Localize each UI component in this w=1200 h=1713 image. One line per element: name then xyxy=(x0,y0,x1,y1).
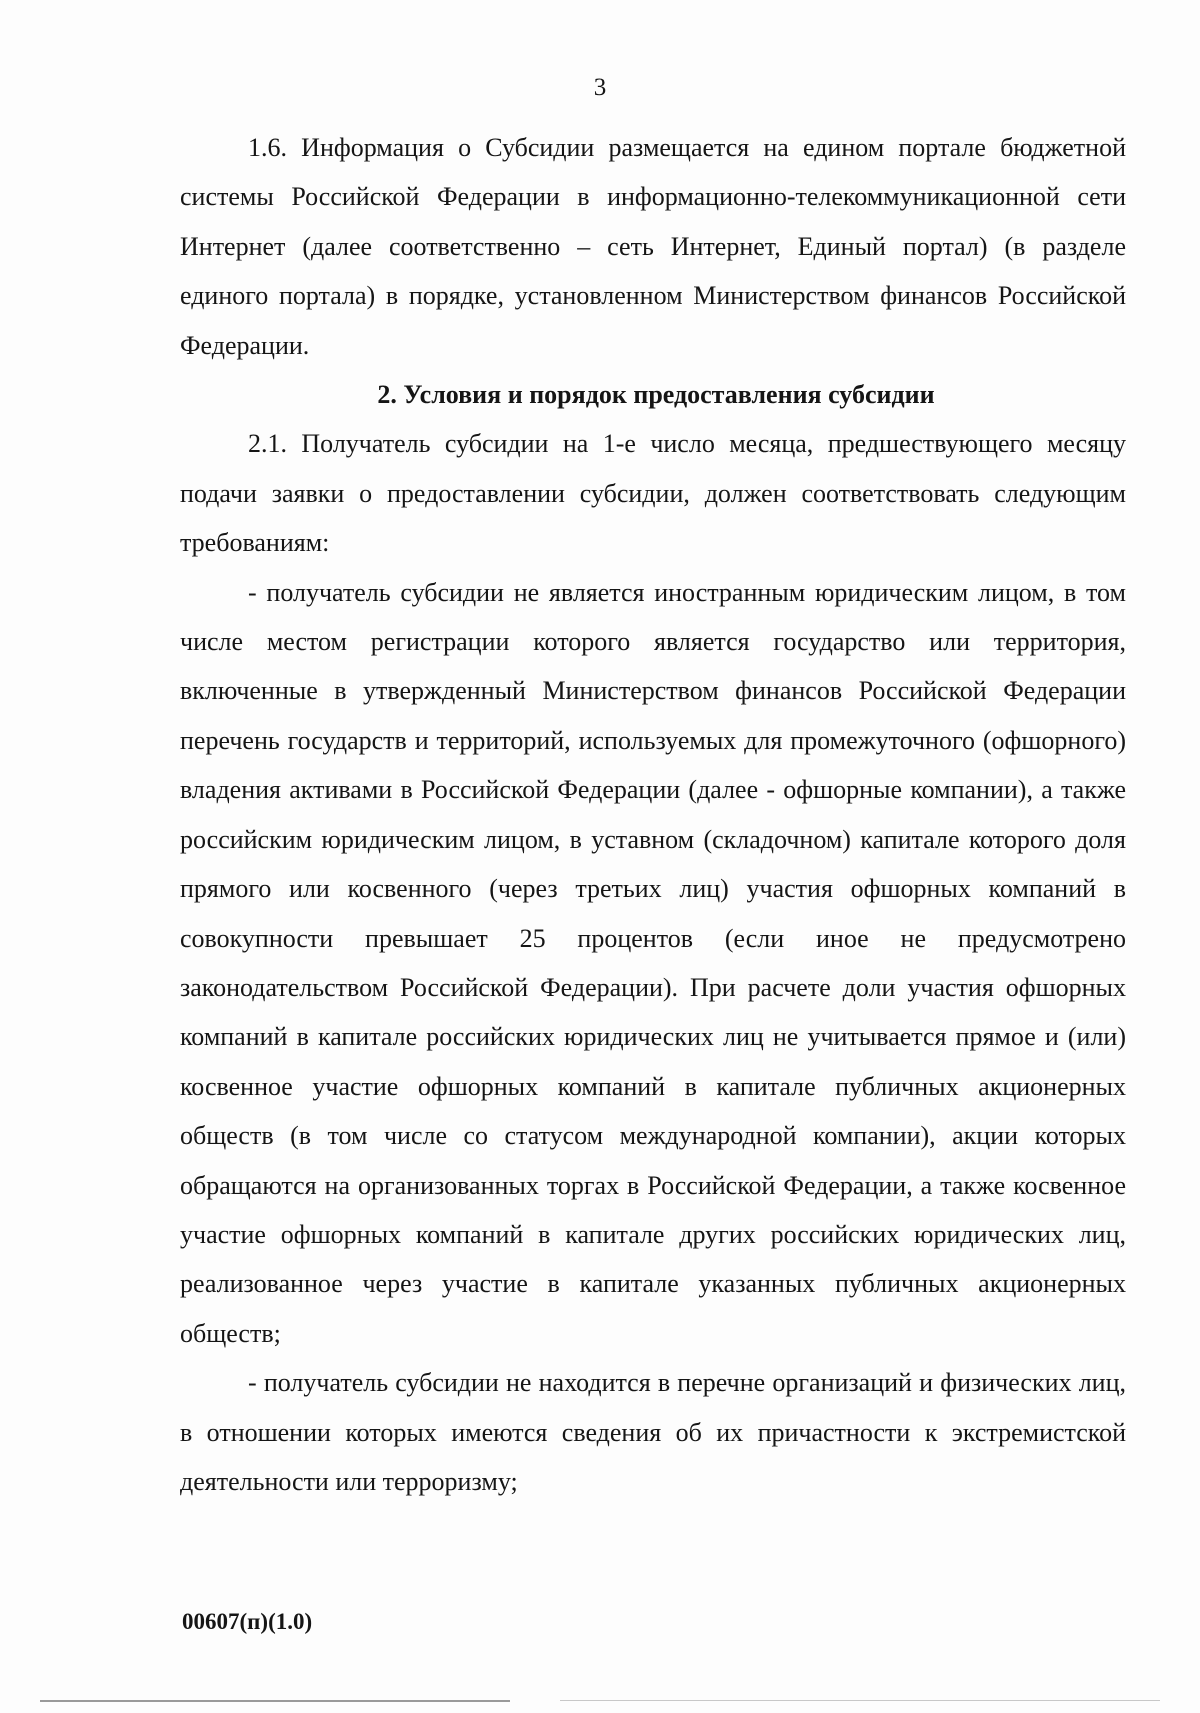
paragraph-extremism-requirement: - получатель субсидии не находится в перечне организаций и физических лиц, в отношении которых имеются сведения об их причастности к экстремистской деятельности или терроризму; xyxy=(180,1368,1126,1496)
paragraph-2-1: 2.1. Получатель субсидии на 1-е число месяца, предшествующего месяцу подачи заявки о предоставлении субсидии, должен соответствовать следующим требованиям: xyxy=(180,429,1126,558)
bottom-rule xyxy=(40,1700,510,1702)
document-body xyxy=(180,123,1126,1506)
document-code: 00607(п)(1.0) xyxy=(182,1609,313,1634)
bottom-rule-faint xyxy=(560,1700,1160,1701)
paragraph-1-6: 1.6. Информация о Субсидии размещается на едином портале бюджетной системы Российской Федерации в информационно-телекоммуникационной сети Интернет (далее соответственно – сеть Интернет, Единый портал) (в разделе единого портала) в порядке, установленном Министерством финансов Российской Федерации. xyxy=(180,133,1126,360)
paragraph-offshore-requirement: - получатель субсидии не является иностранным юридическим лицом, в том числе местом регистрации которого является государство или территория, включенные в утвержденный Министерством финансов Российской Федерации перечень государств и территорий, используемых для промежуточного (офшорного) владения активами в Российской Федерации (далее - офшорные компании), а также российским юридическим лицом, в уставном (складочном) капитале которого доля прямого или косвенного (через третьих лиц) участия офшорных компаний в совокупности превышает 25 процентов (если иное не предусмотрено законодательством Российской Федерации). При расчете доли участия офшорных компаний в капитале российских юридических лиц не учитывается прямое и (или) косвенное участие офшорных компаний в капитале публичных акционерных обществ (в том числе со статусом международной компании), акции которых обращаются на организованных торгах в Российской Федерации, а также косвенное участие офшорных компаний в капитале других российских юридических лиц, реализованное через участие в капитале указанных публичных акционерных обществ; xyxy=(180,577,1126,1348)
page-number: 3 xyxy=(593,74,607,101)
section-heading: 2. Условия и порядок предоставления субсидии xyxy=(377,380,935,410)
